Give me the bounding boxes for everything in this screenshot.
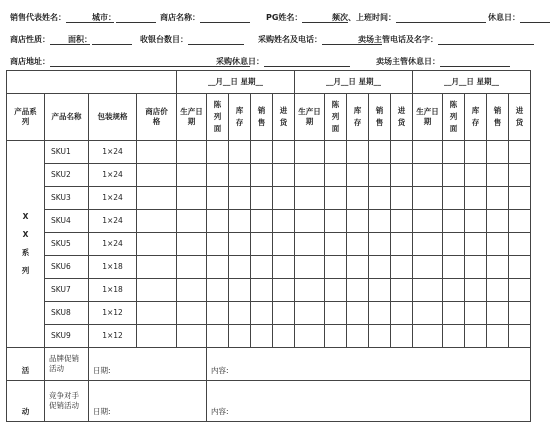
- entry-cell[interactable]: [369, 279, 391, 302]
- fill-in-line[interactable]: [396, 13, 486, 23]
- series-label-char: 列: [21, 266, 30, 275]
- entry-cell[interactable]: [177, 210, 207, 233]
- price-cell[interactable]: [137, 210, 177, 233]
- fill-in-line[interactable]: [520, 13, 550, 23]
- entry-cell[interactable]: [369, 187, 391, 210]
- entry-cell[interactable]: [251, 210, 273, 233]
- sku-name: SKU7: [45, 279, 89, 302]
- entry-cell[interactable]: [509, 164, 531, 187]
- entry-cell[interactable]: [391, 164, 413, 187]
- header-field: [488, 12, 550, 23]
- column-header-label: 进货: [515, 106, 524, 127]
- entry-cell[interactable]: [413, 256, 443, 279]
- column-header-label: 陈列面: [449, 100, 458, 133]
- price-cell[interactable]: [137, 164, 177, 187]
- entry-cell[interactable]: [347, 256, 369, 279]
- header-field: [68, 34, 132, 45]
- activity-content[interactable]: 内容:: [207, 381, 531, 422]
- entry-cell[interactable]: [207, 256, 229, 279]
- entry-cell[interactable]: [509, 233, 531, 256]
- entry-cell[interactable]: [207, 302, 229, 325]
- entry-cell[interactable]: [413, 302, 443, 325]
- entry-cell[interactable]: [177, 325, 207, 348]
- field-label: 面积：: [68, 35, 92, 44]
- entry-cell[interactable]: [325, 141, 347, 164]
- column-header: [369, 94, 391, 141]
- entry-cell[interactable]: [413, 164, 443, 187]
- fill-in-line[interactable]: [92, 35, 132, 45]
- entry-cell[interactable]: [465, 141, 487, 164]
- sku-name: SKU6: [45, 256, 89, 279]
- entry-cell[interactable]: [465, 210, 487, 233]
- entry-cell[interactable]: [391, 256, 413, 279]
- column-header: [391, 94, 413, 141]
- field-label: 卖场主管休息日：: [376, 57, 440, 66]
- entry-cell[interactable]: [273, 187, 295, 210]
- entry-cell[interactable]: [251, 302, 273, 325]
- fill-in-line[interactable]: [116, 13, 156, 23]
- field-label: PG姓名：: [266, 13, 303, 22]
- activity-date[interactable]: 日期:: [89, 381, 207, 422]
- entry-cell[interactable]: [487, 325, 509, 348]
- entry-cell[interactable]: [325, 325, 347, 348]
- entry-cell[interactable]: [229, 256, 251, 279]
- date-header: __月__日 星期__: [295, 71, 413, 94]
- table-row: [7, 256, 531, 279]
- header-row3: [10, 56, 544, 68]
- column-header: [229, 94, 251, 141]
- entry-cell[interactable]: [413, 187, 443, 210]
- entry-cell[interactable]: [207, 141, 229, 164]
- entry-cell[interactable]: [325, 302, 347, 325]
- entry-cell[interactable]: [369, 210, 391, 233]
- activity-type-label: 竞争对手促销活动: [45, 381, 89, 422]
- entry-cell[interactable]: [295, 233, 325, 256]
- column-header: [465, 94, 487, 141]
- series-label: [7, 208, 44, 280]
- entry-cell[interactable]: [295, 279, 325, 302]
- entry-cell[interactable]: [509, 210, 531, 233]
- table-row: [7, 233, 531, 256]
- entry-cell[interactable]: [347, 141, 369, 164]
- pack-spec: 1×24: [89, 164, 137, 187]
- sku-name: SKU8: [45, 302, 89, 325]
- series-label-char: 系: [21, 248, 30, 257]
- sku-name: SKU1: [45, 141, 89, 164]
- entry-cell[interactable]: [229, 233, 251, 256]
- entry-cell[interactable]: [509, 187, 531, 210]
- entry-cell[interactable]: [251, 187, 273, 210]
- entry-cell[interactable]: [443, 233, 465, 256]
- entry-cell[interactable]: [177, 233, 207, 256]
- entry-cell[interactable]: [229, 210, 251, 233]
- entry-cell[interactable]: [465, 279, 487, 302]
- pack-spec: 1×24: [89, 210, 137, 233]
- column-header: 生产日期: [413, 94, 443, 141]
- entry-cell[interactable]: [273, 325, 295, 348]
- entry-cell[interactable]: [391, 233, 413, 256]
- date-header: __月__日 星期__: [177, 71, 295, 94]
- column-header-label: 销售: [375, 106, 384, 127]
- pack-spec: 1×12: [89, 325, 137, 348]
- entry-cell[interactable]: [369, 325, 391, 348]
- header-field: [10, 56, 250, 67]
- field-label: 采购姓名及电话：: [258, 35, 322, 44]
- entry-cell[interactable]: [251, 141, 273, 164]
- table-row: [7, 141, 531, 164]
- pack-spec: 1×18: [89, 256, 137, 279]
- entry-cell[interactable]: [273, 210, 295, 233]
- table-row: [7, 302, 531, 325]
- column-header-label: 进货: [397, 106, 406, 127]
- table-row: [7, 325, 531, 348]
- entry-cell[interactable]: [347, 302, 369, 325]
- header-field: [92, 12, 156, 23]
- field-label: 卖场主管电话及名字：: [358, 35, 438, 44]
- price-cell[interactable]: [137, 325, 177, 348]
- table-row: [7, 187, 531, 210]
- entry-cell[interactable]: [487, 164, 509, 187]
- entry-cell[interactable]: [391, 279, 413, 302]
- entry-cell[interactable]: [207, 164, 229, 187]
- column-header-label: 库存: [471, 106, 480, 127]
- entry-cell[interactable]: [295, 164, 325, 187]
- entry-cell[interactable]: [347, 187, 369, 210]
- column-header-label: 库存: [353, 106, 362, 127]
- entry-cell[interactable]: [325, 187, 347, 210]
- header-field: [332, 12, 486, 23]
- entry-cell[interactable]: [347, 233, 369, 256]
- activity-row: [7, 348, 531, 381]
- entry-cell[interactable]: [391, 187, 413, 210]
- entry-cell[interactable]: [251, 233, 273, 256]
- sku-name: SKU2: [45, 164, 89, 187]
- column-header: 产品名称: [45, 94, 89, 141]
- column-header-label: 库存: [235, 106, 244, 127]
- entry-cell[interactable]: [465, 164, 487, 187]
- date-header-row: [7, 71, 531, 94]
- entry-cell[interactable]: [325, 256, 347, 279]
- column-header-label: 陈列面: [331, 100, 340, 133]
- column-header-label: 陈列面: [213, 100, 222, 133]
- activity-type-label: 品牌促销活动: [45, 348, 89, 381]
- column-header: 生产日期: [295, 94, 325, 141]
- entry-cell[interactable]: [325, 279, 347, 302]
- pack-spec: 1×24: [89, 141, 137, 164]
- entry-cell[interactable]: [177, 302, 207, 325]
- header-field: [358, 34, 534, 45]
- sku-name: SKU9: [45, 325, 89, 348]
- entry-cell[interactable]: [229, 164, 251, 187]
- entry-cell[interactable]: [509, 256, 531, 279]
- entry-cell[interactable]: [413, 210, 443, 233]
- entry-cell[interactable]: [295, 256, 325, 279]
- column-header: [325, 94, 347, 141]
- pack-spec: 1×24: [89, 233, 137, 256]
- entry-cell[interactable]: [465, 325, 487, 348]
- entry-cell[interactable]: [177, 187, 207, 210]
- price-cell[interactable]: [137, 233, 177, 256]
- entry-cell[interactable]: [347, 279, 369, 302]
- date-header: __月__日 星期__: [413, 71, 531, 94]
- entry-cell[interactable]: [443, 141, 465, 164]
- price-cell[interactable]: [137, 302, 177, 325]
- entry-cell[interactable]: [229, 279, 251, 302]
- series-label-char: X: [22, 230, 29, 239]
- entry-cell[interactable]: [465, 256, 487, 279]
- entry-cell[interactable]: [369, 302, 391, 325]
- entry-cell[interactable]: [465, 302, 487, 325]
- entry-cell[interactable]: [347, 164, 369, 187]
- entry-cell[interactable]: [207, 187, 229, 210]
- entry-cell[interactable]: [443, 325, 465, 348]
- activity-date[interactable]: 日期:: [89, 348, 207, 381]
- activity-side-label: 活: [7, 348, 45, 381]
- entry-cell[interactable]: [325, 164, 347, 187]
- entry-cell[interactable]: [177, 141, 207, 164]
- column-header: [251, 94, 273, 141]
- column-header: 生产日期: [177, 94, 207, 141]
- sku-name: SKU3: [45, 187, 89, 210]
- entry-cell[interactable]: [207, 233, 229, 256]
- entry-cell[interactable]: [443, 210, 465, 233]
- series-label-char: X: [22, 212, 29, 221]
- entry-cell[interactable]: [273, 302, 295, 325]
- header-field: [160, 12, 250, 23]
- sku-name: SKU4: [45, 210, 89, 233]
- entry-cell[interactable]: [391, 210, 413, 233]
- entry-cell[interactable]: [509, 279, 531, 302]
- header-row2: [10, 34, 544, 46]
- entry-cell[interactable]: [509, 302, 531, 325]
- entry-cell[interactable]: [509, 141, 531, 164]
- entry-cell[interactable]: [273, 279, 295, 302]
- entry-cell[interactable]: [325, 210, 347, 233]
- entry-cell[interactable]: [413, 233, 443, 256]
- table-row: [7, 164, 531, 187]
- pack-spec: 1×12: [89, 302, 137, 325]
- inventory-table: [6, 70, 531, 422]
- entry-cell[interactable]: [325, 233, 347, 256]
- column-header: [273, 94, 295, 141]
- entry-cell[interactable]: [273, 233, 295, 256]
- entry-cell[interactable]: [347, 210, 369, 233]
- entry-cell[interactable]: [465, 233, 487, 256]
- entry-cell[interactable]: [443, 164, 465, 187]
- field-label: 休息日：: [488, 13, 520, 22]
- entry-cell[interactable]: [295, 302, 325, 325]
- entry-cell[interactable]: [369, 141, 391, 164]
- entry-cell[interactable]: [295, 187, 325, 210]
- entry-cell[interactable]: [369, 164, 391, 187]
- entry-cell[interactable]: [273, 164, 295, 187]
- table-row: [7, 279, 531, 302]
- entry-cell[interactable]: [251, 256, 273, 279]
- field-label: 收银台数目：: [140, 35, 188, 44]
- entry-cell[interactable]: [487, 187, 509, 210]
- entry-cell[interactable]: [487, 256, 509, 279]
- price-cell[interactable]: [137, 141, 177, 164]
- field-label: 采购休息日：: [216, 57, 264, 66]
- column-header-row: [7, 94, 531, 141]
- pack-spec: 1×18: [89, 279, 137, 302]
- entry-cell[interactable]: [229, 325, 251, 348]
- entry-cell[interactable]: [295, 325, 325, 348]
- entry-cell[interactable]: [251, 325, 273, 348]
- header-row1: [10, 12, 544, 24]
- entry-cell[interactable]: [177, 279, 207, 302]
- column-header: [443, 94, 465, 141]
- entry-cell[interactable]: [413, 325, 443, 348]
- field-label: 销售代表姓名：: [10, 13, 66, 22]
- entry-cell[interactable]: [295, 210, 325, 233]
- price-cell[interactable]: [137, 256, 177, 279]
- entry-cell[interactable]: [391, 302, 413, 325]
- table-cell: [7, 71, 177, 94]
- series-cell: [7, 141, 45, 348]
- entry-cell[interactable]: [443, 279, 465, 302]
- field-label: 商店性质：: [10, 35, 50, 44]
- entry-cell[interactable]: [443, 302, 465, 325]
- field-label: 频次、上班时间：: [332, 13, 396, 22]
- entry-cell[interactable]: [509, 325, 531, 348]
- entry-cell[interactable]: [413, 141, 443, 164]
- entry-cell[interactable]: [207, 210, 229, 233]
- field-label: 城市：: [92, 13, 116, 22]
- fill-in-line[interactable]: [438, 35, 534, 45]
- column-header: [487, 94, 509, 141]
- entry-cell[interactable]: [273, 141, 295, 164]
- column-header: [509, 94, 531, 141]
- header-field: [216, 56, 350, 67]
- field-label: 商店名称：: [160, 13, 200, 22]
- field-label: 商店地址：: [10, 57, 50, 66]
- price-cell[interactable]: [137, 279, 177, 302]
- fill-in-line[interactable]: [440, 57, 510, 67]
- price-cell[interactable]: [137, 187, 177, 210]
- fill-in-line[interactable]: [200, 13, 250, 23]
- entry-cell[interactable]: [487, 302, 509, 325]
- entry-cell[interactable]: [229, 141, 251, 164]
- header-field: [140, 34, 244, 45]
- fill-in-line[interactable]: [264, 57, 350, 67]
- entry-cell[interactable]: [413, 279, 443, 302]
- entry-cell[interactable]: [273, 256, 295, 279]
- column-header: 产品系列: [7, 94, 45, 141]
- entry-cell[interactable]: [487, 233, 509, 256]
- entry-cell[interactable]: [177, 164, 207, 187]
- entry-cell[interactable]: [207, 325, 229, 348]
- entry-cell[interactable]: [295, 141, 325, 164]
- entry-cell[interactable]: [347, 325, 369, 348]
- entry-cell[interactable]: [369, 256, 391, 279]
- fill-in-line[interactable]: [188, 35, 244, 45]
- column-header-label: 进货: [279, 106, 288, 127]
- entry-cell[interactable]: [487, 210, 509, 233]
- entry-cell[interactable]: [391, 325, 413, 348]
- entry-cell[interactable]: [443, 187, 465, 210]
- entry-cell[interactable]: [229, 302, 251, 325]
- entry-cell[interactable]: [229, 187, 251, 210]
- entry-cell[interactable]: [487, 279, 509, 302]
- column-header: [207, 94, 229, 141]
- column-header: 包装规格: [89, 94, 137, 141]
- pack-spec: 1×24: [89, 187, 137, 210]
- activity-side-label: 动: [7, 381, 45, 422]
- entry-cell[interactable]: [391, 141, 413, 164]
- entry-cell[interactable]: [443, 256, 465, 279]
- entry-cell[interactable]: [177, 256, 207, 279]
- entry-cell[interactable]: [487, 141, 509, 164]
- column-header-label: 销售: [493, 106, 502, 127]
- column-header: 商店价格: [137, 94, 177, 141]
- activity-content[interactable]: 内容:: [207, 348, 531, 381]
- column-header-label: 销售: [257, 106, 266, 127]
- entry-cell[interactable]: [251, 279, 273, 302]
- header-field: [376, 56, 510, 67]
- column-header: [347, 94, 369, 141]
- table-row: [7, 210, 531, 233]
- activity-row: [7, 381, 531, 422]
- entry-cell[interactable]: [369, 233, 391, 256]
- sku-name: SKU5: [45, 233, 89, 256]
- entry-cell[interactable]: [207, 279, 229, 302]
- entry-cell[interactable]: [251, 164, 273, 187]
- entry-cell[interactable]: [465, 187, 487, 210]
